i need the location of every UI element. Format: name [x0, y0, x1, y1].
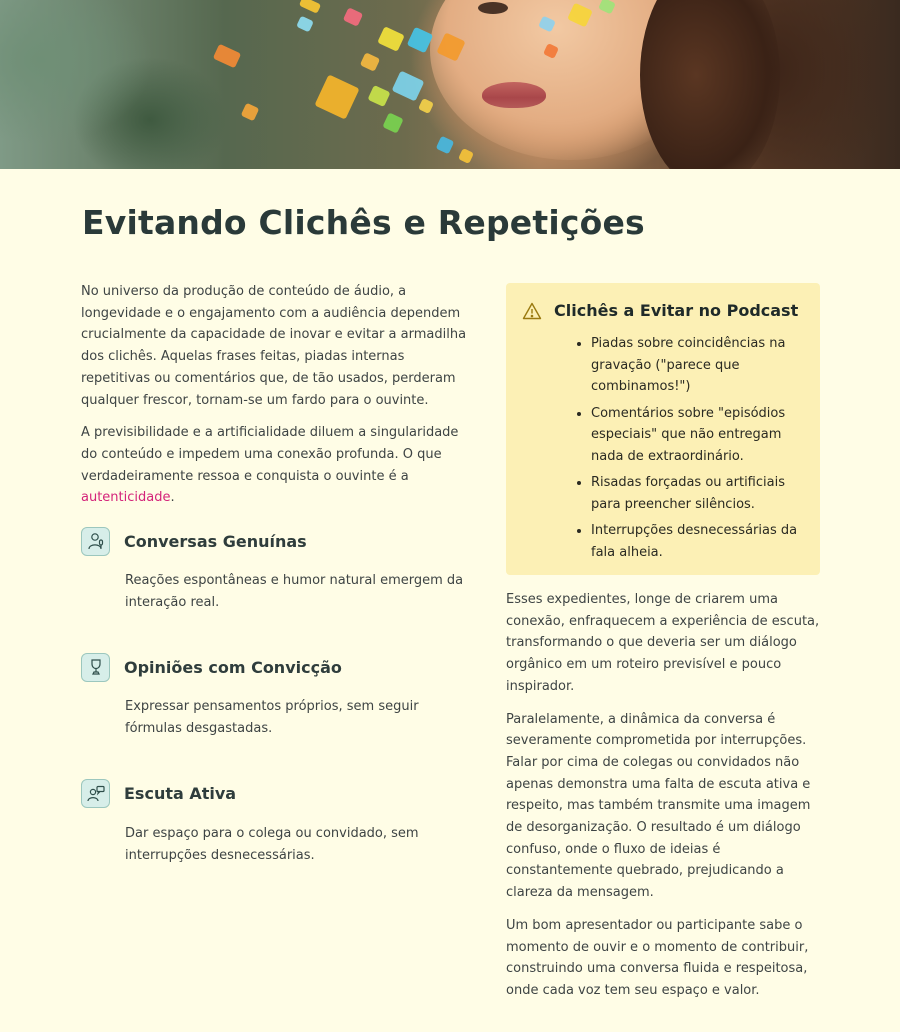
feature-opinions: [81, 650, 476, 739]
person-mic-icon: [81, 527, 110, 556]
right-paragraph-2: Paralelamente, a dinâmica da conversa é severamente comprometida por interrupções. Falar por cima de colegas ou convidados não apenas demonstra uma falta de escuta ativa e respeito, mas também transmite uma imagem de desorganização. O resultado é um diálogo confuso, onde o fluxo de ideias é constantemente quebrado, prejudicando a clareza da mensagem.: [506, 711, 811, 901]
hero-confetti: [314, 74, 359, 119]
feature-description: Expressar pensamentos próprios, sem seguir fórmulas desgastadas.: [125, 699, 419, 737]
hero-confetti: [241, 103, 260, 122]
hero-confetti: [377, 26, 405, 52]
hero-image: [0, 0, 900, 169]
hero-confetti: [299, 0, 321, 14]
feature-description: Reações espontâneas e humor natural emergem da interação real.: [125, 573, 464, 610]
intro-paragraph-2-end: .: [170, 490, 175, 506]
cliches-list: [522, 333, 802, 564]
feature-title: Conversas Genuínas: [124, 531, 307, 551]
hero-eye: [478, 2, 508, 14]
list-item: • Interrupções desnecessárias da fala alheia.: [591, 520, 802, 563]
right-paragraph-1: Esses expedientes, longe de criarem uma conexão, enfraquecem a experiência de escuta, transformando o que deveria ser um diálogo orgânico em um roteiro previsível e pouco inspirador.: [506, 592, 820, 694]
feature-genuine-conversations: [81, 524, 476, 613]
hero-confetti: [418, 98, 434, 114]
hero-confetti: [458, 148, 474, 164]
list-item: • Piadas sobre coincidências na gravação ("parece que combinamos!"): [591, 333, 802, 398]
feature-title: Escuta Ativa: [124, 784, 237, 804]
intro-paragraph-2-text: A previsibilidade e a artificialidade diluem a singularidade do conteúdo e impedem uma conexão profunda. O que verdadeiramente ressoa e conquista o ouvinte é a: [81, 425, 459, 484]
hero-confetti: [360, 52, 380, 71]
hero-confetti: [367, 85, 390, 107]
hero-confetti: [296, 16, 314, 33]
authenticity-highlight: autenticidade: [81, 490, 171, 506]
callout-title: Clichês a Evitar no Podcast: [554, 301, 799, 320]
feature-description: Dar espaço para o colega ou convidado, sem interrupções desnecessárias.: [125, 825, 419, 863]
page-title: Evitando Clichês e Repetições: [82, 203, 645, 242]
right-column: [506, 283, 820, 1013]
hero-hair: [640, 0, 780, 169]
list-item: • Risadas forçadas ou artificiais para preencher silêncios.: [591, 472, 802, 515]
warning-icon: [522, 301, 542, 321]
list-item: • Comentários sobre "episódios especiais" que não entregam nada de extraordinário.: [591, 403, 802, 468]
hero-confetti: [392, 71, 425, 102]
right-paragraph-3: Um bom apresentador ou participante sabe o momento de ouvir e o momento de contribuir, construindo uma conversa fluida e respeitosa, onde cada voz tem seu espaço e valor.: [506, 917, 809, 998]
person-speech-icon: [81, 779, 110, 808]
intro-paragraph-2: [81, 422, 476, 509]
feature-active-listening: [81, 777, 476, 866]
trophy-icon: [81, 653, 110, 682]
feature-title: Opiniões com Convicção: [124, 657, 342, 677]
hero-confetti: [436, 136, 455, 155]
hero-confetti: [343, 7, 363, 26]
left-column: [81, 281, 476, 866]
hero-confetti: [382, 112, 403, 133]
intro-paragraph-1: No universo da produção de conteúdo de áudio, a longevidade e o engajamento com a audiência dependem crucialmente da capacidade de inovar e evitar a armadilha dos clichês. Aquelas frases feitas, piadas internas repetitivas ou comentários que, de tão usados, perderam qualquer frescor, tornam-se um fardo para o ouvinte.: [81, 284, 467, 408]
hero-confetti: [213, 44, 242, 69]
cliches-callout: [506, 283, 820, 575]
hero-lips: [482, 82, 546, 108]
